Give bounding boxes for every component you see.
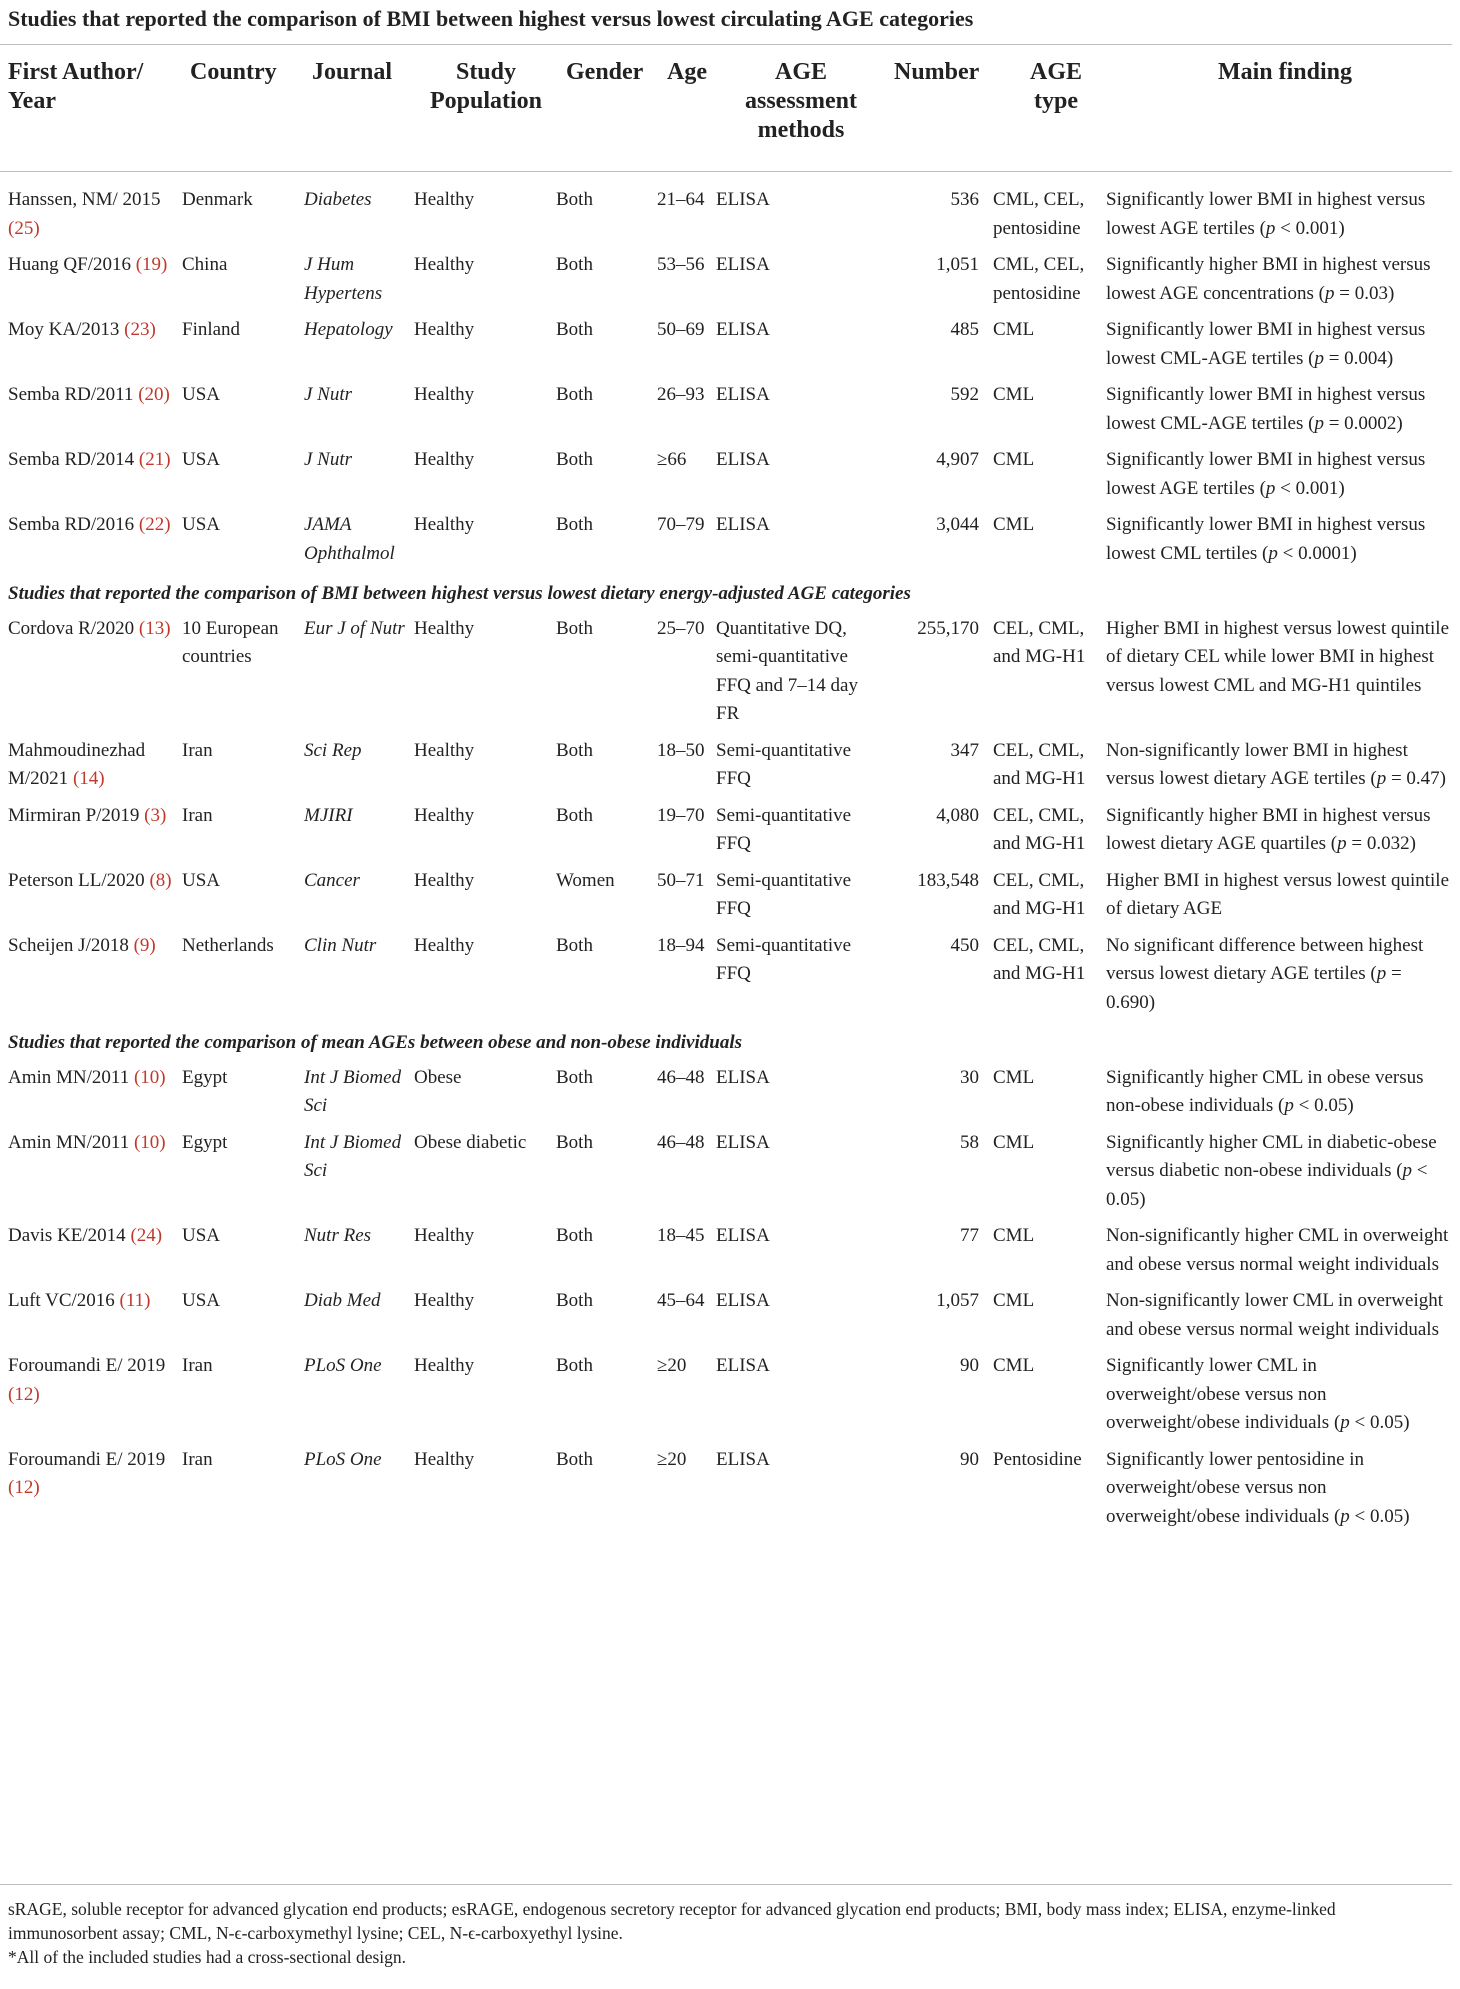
- cell-gender: Both: [556, 804, 593, 826]
- section-heading-text: Studies that reported the comparison of mean AGEs between obese and non-obese individuals: [8, 1032, 743, 1053]
- cell-country: Finland: [182, 319, 241, 340]
- cell-method: ELISA: [716, 1225, 770, 1246]
- cell-journal: [304, 381, 414, 446]
- cell-age: 26–93: [657, 384, 705, 405]
- header-gender: Gender: [566, 59, 644, 85]
- table-row: [0, 316, 1452, 381]
- table-row: [0, 1287, 1452, 1352]
- cell-number: 255,170: [917, 617, 979, 639]
- cell-population: Healthy: [414, 869, 475, 891]
- cell-finding: Significantly lower BMI in highest versus lowest AGE tertiles (p < 0.001): [1106, 449, 1426, 499]
- cell-method: ELISA: [716, 449, 770, 470]
- journal-text: PLoS One: [304, 1448, 382, 1470]
- header-number: Number: [894, 59, 980, 85]
- cell-finding: Significantly lower BMI in highest versus lowest AGE tertiles (p < 0.001): [1106, 189, 1426, 239]
- cell-population: Healthy: [414, 1225, 475, 1246]
- cell-age: ≥66: [657, 449, 687, 470]
- cell-age: 46–48: [657, 1066, 705, 1088]
- cell-age: 18–45: [657, 1225, 705, 1246]
- reference-link[interactable]: (11): [119, 1290, 151, 1311]
- cell-number: 4,080: [936, 804, 979, 826]
- author-text: Scheijen J/2018: [8, 934, 129, 956]
- table-row: [0, 802, 1452, 867]
- cell-age: 25–70: [657, 617, 705, 639]
- author-text: Mahmoudinezhad M/2021: [8, 739, 146, 789]
- cell-age: 45–64: [657, 1290, 705, 1311]
- cell-population: Healthy: [414, 934, 475, 956]
- cell-country: Iran: [182, 739, 213, 761]
- cell-method: ELISA: [716, 319, 770, 340]
- cell-author: [0, 251, 182, 316]
- cell-finding: Significantly higher CML in diabetic-obese versus diabetic non-obese individuals (p < 0.05): [1106, 1131, 1437, 1210]
- cell-population: Healthy: [414, 384, 475, 405]
- cell-method: ELISA: [716, 1448, 770, 1470]
- cell-journal: [304, 1446, 414, 1540]
- journal-text: Sci Rep: [304, 739, 362, 761]
- cell-gender: Both: [556, 514, 593, 535]
- reference-link[interactable]: (23): [124, 319, 156, 340]
- cell-number: 1,051: [936, 254, 979, 275]
- reference-link[interactable]: (14): [72, 768, 105, 789]
- cell-journal: [304, 186, 414, 251]
- cell-finding: Significantly higher CML in obese versus non-obese individuals (p < 0.05): [1106, 1066, 1424, 1116]
- journal-text: PLoS One: [304, 1355, 382, 1376]
- cell-country: Egypt: [182, 1131, 228, 1153]
- cell-journal: [304, 1129, 414, 1223]
- header-country: Country: [190, 59, 277, 85]
- journal-text: Int J Biomed Sci: [304, 1066, 402, 1116]
- author-text: Moy KA/2013: [8, 319, 120, 340]
- table-row: [0, 867, 1452, 932]
- cell-number: 77: [960, 1225, 979, 1246]
- cell-journal: [304, 1352, 414, 1446]
- top-rule: [0, 44, 1452, 45]
- header-author: First Author/ Year: [8, 59, 144, 114]
- cell-method: ELISA: [716, 1131, 770, 1153]
- cell-finding: Significantly higher BMI in highest versus lowest AGE concentrations (p = 0.03): [1106, 254, 1431, 304]
- journal-text: J Hum Hypertens: [304, 254, 383, 304]
- cell-number: 536: [950, 189, 979, 210]
- cell-gender: Both: [556, 739, 593, 761]
- cell-journal: [304, 802, 414, 867]
- cell-gender: Both: [556, 1448, 593, 1470]
- cell-number: 58: [960, 1131, 979, 1153]
- author-text: Peterson LL/2020: [8, 869, 145, 891]
- cell-country: USA: [182, 449, 221, 470]
- cell-journal: [304, 511, 414, 576]
- reference-link[interactable]: (22): [138, 514, 171, 535]
- cell-method: Semi-quantitative FFQ: [716, 739, 852, 789]
- cell-age-type: CML, CEL, pentosidine: [993, 254, 1085, 304]
- cell-gender: Both: [556, 1225, 593, 1246]
- cell-gender: Both: [556, 1066, 593, 1088]
- cell-journal: [304, 932, 414, 1026]
- cell-author: [0, 186, 182, 251]
- cell-country: 10 European countries: [182, 617, 279, 667]
- journal-text: Clin Nutr: [304, 934, 377, 956]
- reference-link[interactable]: (8): [149, 869, 172, 891]
- footnote-design: *All of the included studies had a cross-sectional design.: [8, 1947, 407, 1967]
- cell-author: [0, 446, 182, 511]
- cell-population: Healthy: [414, 514, 475, 535]
- cell-journal: [304, 316, 414, 381]
- cell-author: [0, 867, 182, 932]
- reference-link[interactable]: (10): [133, 1066, 166, 1088]
- author-text: Amin MN/2011: [8, 1131, 130, 1153]
- cell-age: 19–70: [657, 804, 705, 826]
- cell-finding: Significantly lower BMI in highest versus lowest CML-AGE tertiles (p = 0.0002): [1106, 384, 1426, 434]
- footnote-abbreviations: sRAGE, soluble receptor for advanced glycation end products; esRAGE, endogenous secretory receptor for advanced glycation end products; BMI, body mass index; ELISA, enzyme-linked immunosorbent assay; CML, N-ϵ-carboxymethyl lysine; CEL, N-ϵ-carboxyethyl lysine.: [8, 1899, 1336, 1943]
- journal-text: MJIRI: [304, 804, 353, 826]
- studies-table: [0, 186, 1452, 1539]
- cell-finding: Non-significantly lower CML in overweight and obese versus normal weight individuals: [1106, 1290, 1444, 1340]
- cell-age-type: CEL, CML, and MG-H1: [993, 739, 1086, 789]
- cell-finding: No significant difference between highest versus lowest dietary AGE tertiles (p = 0.690): [1106, 934, 1424, 1013]
- cell-age-type: CML: [993, 1225, 1035, 1246]
- journal-text: JAMA Ophthalmol: [304, 514, 395, 564]
- author-text: Huang QF/2016: [8, 254, 131, 275]
- cell-country: Netherlands: [182, 934, 274, 956]
- author-text: Foroumandi E/ 2019: [8, 1448, 166, 1470]
- cell-finding: Higher BMI in highest versus lowest quintile of dietary CEL while lower BMI in highest versus lowest CML and MG-H1 quintiles: [1106, 617, 1450, 696]
- reference-link[interactable]: (12): [8, 1383, 40, 1405]
- author-text: Mirmiran P/2019: [8, 804, 140, 826]
- table-body: [0, 186, 1452, 1539]
- cell-journal: [304, 1222, 414, 1287]
- journal-text: Hepatology: [304, 319, 393, 340]
- cell-method: ELISA: [716, 189, 770, 210]
- author-text: Foroumandi E/ 2019: [8, 1355, 166, 1376]
- cell-author: [0, 1352, 182, 1446]
- table-row: [0, 381, 1452, 446]
- table-row: [0, 186, 1452, 251]
- journal-text: Diab Med: [304, 1290, 381, 1311]
- cell-gender: Both: [556, 254, 593, 275]
- cell-country: Iran: [182, 804, 213, 826]
- cell-author: [0, 802, 182, 867]
- table-row: [0, 446, 1452, 511]
- journal-text: Nutr Res: [304, 1225, 372, 1246]
- cell-journal: [304, 251, 414, 316]
- cell-age: ≥20: [657, 1355, 687, 1376]
- cell-finding: Non-significantly higher CML in overweight and obese versus normal weight individuals: [1106, 1225, 1449, 1275]
- cell-number: 347: [950, 739, 979, 761]
- cell-journal: [304, 867, 414, 932]
- cell-method: ELISA: [716, 514, 770, 535]
- cell-method: Semi-quantitative FFQ: [716, 869, 852, 919]
- author-text: Luft VC/2016: [8, 1290, 115, 1311]
- cell-age: 50–71: [657, 869, 705, 891]
- cell-age-type: CEL, CML, and MG-H1: [993, 869, 1086, 919]
- cell-age-type: CEL, CML, and MG-H1: [993, 617, 1086, 667]
- cell-country: USA: [182, 384, 221, 405]
- cell-gender: Both: [556, 1131, 593, 1153]
- cell-age-type: CML: [993, 319, 1035, 340]
- cell-population: Healthy: [414, 449, 475, 470]
- cell-number: 183,548: [917, 869, 979, 891]
- cell-author: [0, 381, 182, 446]
- cell-age: ≥20: [657, 1448, 687, 1470]
- author-text: Hanssen, NM/ 2015: [8, 189, 161, 210]
- cell-number: 3,044: [936, 514, 979, 535]
- reference-link[interactable]: (12): [8, 1477, 40, 1498]
- cell-age-type: CML: [993, 514, 1035, 535]
- table-row: [0, 615, 1452, 737]
- cell-population: Healthy: [414, 1355, 475, 1376]
- cell-method: Semi-quantitative FFQ: [716, 804, 852, 854]
- reference-link[interactable]: (25): [8, 217, 40, 239]
- cell-gender: Both: [556, 1355, 593, 1376]
- cell-age: 46–48: [657, 1131, 705, 1153]
- bottom-rule: [0, 1884, 1452, 1885]
- cell-gender: Both: [556, 319, 593, 340]
- author-text: Semba RD/2011: [8, 384, 134, 405]
- cell-age-type: CML: [993, 1290, 1035, 1311]
- cell-age-type: CML: [993, 1355, 1035, 1376]
- cell-gender: Both: [556, 449, 593, 470]
- cell-journal: [304, 1287, 414, 1352]
- cell-age: 21–64: [657, 189, 705, 210]
- cell-method: ELISA: [716, 254, 770, 275]
- author-text: Semba RD/2014: [8, 449, 135, 470]
- cell-age-type: CML, CEL, pentosidine: [993, 189, 1085, 239]
- table-title: Studies that reported the comparison of BMI between highest versus lowest circulating AGE categories: [8, 6, 974, 31]
- header-age-type: AGE type: [1029, 59, 1082, 114]
- cell-author: [0, 932, 182, 1026]
- journal-text: Cancer: [304, 869, 360, 891]
- cell-method: Quantitative DQ, semi-quantitative FFQ and 7–14 day FR: [716, 617, 858, 724]
- table-row: [0, 1446, 1452, 1540]
- cell-age-type: CEL, CML, and MG-H1: [993, 934, 1086, 984]
- cell-gender: Women: [556, 869, 615, 891]
- cell-author: [0, 1222, 182, 1287]
- author-text: Davis KE/2014: [8, 1225, 126, 1246]
- header-age: Age: [667, 59, 707, 85]
- cell-population: Healthy: [414, 804, 475, 826]
- cell-country: China: [182, 254, 228, 275]
- cell-finding: Significantly lower pentosidine in overweight/obese versus non overweight/obese individuals (p < 0.05): [1106, 1448, 1410, 1527]
- cell-age: 18–94: [657, 934, 705, 956]
- table-row: [0, 1064, 1452, 1129]
- header-method: AGE assessment methods: [745, 59, 857, 143]
- cell-finding: Significantly lower BMI in highest versus lowest CML-AGE tertiles (p = 0.004): [1106, 319, 1426, 369]
- cell-method: ELISA: [716, 1066, 770, 1088]
- cell-country: USA: [182, 1290, 221, 1311]
- journal-text: Diabetes: [304, 189, 372, 210]
- cell-country: USA: [182, 1225, 221, 1246]
- author-text: Semba RD/2016: [8, 514, 135, 535]
- cell-number: 592: [950, 384, 979, 405]
- cell-gender: Both: [556, 934, 593, 956]
- table-row: [0, 1222, 1452, 1287]
- cell-population: Healthy: [414, 189, 475, 210]
- cell-population: Healthy: [414, 1290, 475, 1311]
- cell-population: Obese: [414, 1066, 462, 1088]
- journal-text: J Nutr: [304, 384, 353, 405]
- header-population: Study Population: [429, 59, 543, 114]
- cell-gender: Both: [556, 1290, 593, 1311]
- reference-link[interactable]: (19): [135, 254, 168, 275]
- cell-country: USA: [182, 514, 221, 535]
- table-row: [0, 932, 1452, 1026]
- cell-gender: Both: [556, 384, 593, 405]
- cell-finding: Higher BMI in highest versus lowest quintile of dietary AGE: [1106, 869, 1450, 919]
- reference-link[interactable]: (10): [133, 1131, 166, 1153]
- reference-link[interactable]: (3): [144, 804, 167, 826]
- cell-number: 1,057: [936, 1290, 979, 1311]
- reference-link[interactable]: (24): [130, 1225, 163, 1246]
- cell-population: Healthy: [414, 739, 475, 761]
- cell-finding: Significantly lower BMI in highest versus lowest CML tertiles (p < 0.0001): [1106, 514, 1426, 564]
- cell-age-type: CML: [993, 384, 1035, 405]
- cell-population: Healthy: [414, 319, 475, 340]
- cell-gender: Both: [556, 189, 593, 210]
- reference-link[interactable]: (13): [138, 617, 171, 639]
- journal-text: Eur J of Nutr: [304, 617, 405, 639]
- cell-age-type: Pentosidine: [993, 1448, 1082, 1470]
- table-row: [0, 1352, 1452, 1446]
- cell-age: 53–56: [657, 254, 705, 275]
- cell-country: USA: [182, 869, 221, 891]
- reference-link[interactable]: (20): [138, 384, 170, 405]
- cell-age-type: CML: [993, 1131, 1035, 1153]
- table-row: [0, 511, 1452, 576]
- cell-method: Semi-quantitative FFQ: [716, 934, 852, 984]
- cell-author: [0, 316, 182, 381]
- section-heading: [0, 1025, 1452, 1064]
- reference-link[interactable]: (9): [133, 934, 156, 956]
- cell-method: ELISA: [716, 1355, 770, 1376]
- cell-gender: Both: [556, 617, 593, 639]
- table-row: [0, 1129, 1452, 1223]
- cell-journal: [304, 446, 414, 511]
- table-row: [0, 251, 1452, 316]
- cell-population: Healthy: [414, 617, 475, 639]
- header-main-finding: Main finding: [1217, 59, 1353, 85]
- author-text: Amin MN/2011: [8, 1066, 130, 1088]
- cell-population: Healthy: [414, 254, 475, 275]
- table-row: [0, 737, 1452, 802]
- cell-age-type: CML: [993, 1066, 1035, 1088]
- cell-method: ELISA: [716, 384, 770, 405]
- cell-country: Egypt: [182, 1066, 228, 1088]
- author-text: Cordova R/2020: [8, 617, 135, 639]
- cell-number: 90: [960, 1448, 979, 1470]
- cell-age: 50–69: [657, 319, 705, 340]
- cell-population: Healthy: [414, 1448, 475, 1470]
- cell-journal: [304, 737, 414, 802]
- cell-number: 485: [950, 319, 979, 340]
- section-heading: [0, 576, 1452, 615]
- footnotes: [8, 1897, 1448, 1969]
- cell-finding: Non-significantly lower BMI in highest versus lowest dietary AGE tertiles (p = 0.47): [1106, 739, 1446, 789]
- cell-age: 70–79: [657, 514, 705, 535]
- section-heading-text: Studies that reported the comparison of BMI between highest versus lowest dietary energy-adjusted AGE categories: [8, 583, 911, 604]
- header-rule: [0, 171, 1452, 172]
- cell-country: Iran: [182, 1448, 213, 1470]
- cell-age-type: CEL, CML, and MG-H1: [993, 804, 1086, 854]
- cell-number: 4,907: [936, 449, 979, 470]
- cell-age: 18–50: [657, 739, 705, 761]
- cell-author: [0, 1287, 182, 1352]
- journal-text: J Nutr: [304, 449, 353, 470]
- cell-population: Obese diabetic: [414, 1131, 527, 1153]
- reference-link[interactable]: (21): [138, 449, 171, 470]
- cell-number: 30: [960, 1066, 979, 1088]
- cell-method: ELISA: [716, 1290, 770, 1311]
- cell-author: [0, 511, 182, 576]
- cell-author: [0, 1064, 182, 1129]
- cell-author: [0, 615, 182, 737]
- journal-text: Int J Biomed Sci: [304, 1131, 402, 1181]
- cell-author: [0, 1129, 182, 1223]
- cell-author: [0, 737, 182, 802]
- cell-number: 90: [960, 1355, 979, 1376]
- cell-journal: [304, 615, 414, 737]
- cell-journal: [304, 1064, 414, 1129]
- cell-age-type: CML: [993, 449, 1035, 470]
- cell-number: 450: [950, 934, 979, 956]
- cell-country: Denmark: [182, 189, 253, 210]
- cell-country: Iran: [182, 1355, 213, 1376]
- cell-finding: Significantly higher BMI in highest versus lowest dietary AGE quartiles (p = 0.032): [1106, 804, 1431, 854]
- cell-finding: Significantly lower CML in overweight/obese versus non overweight/obese individuals (p < 0.05): [1106, 1355, 1410, 1433]
- cell-author: [0, 1446, 182, 1540]
- header-journal: Journal: [312, 59, 393, 85]
